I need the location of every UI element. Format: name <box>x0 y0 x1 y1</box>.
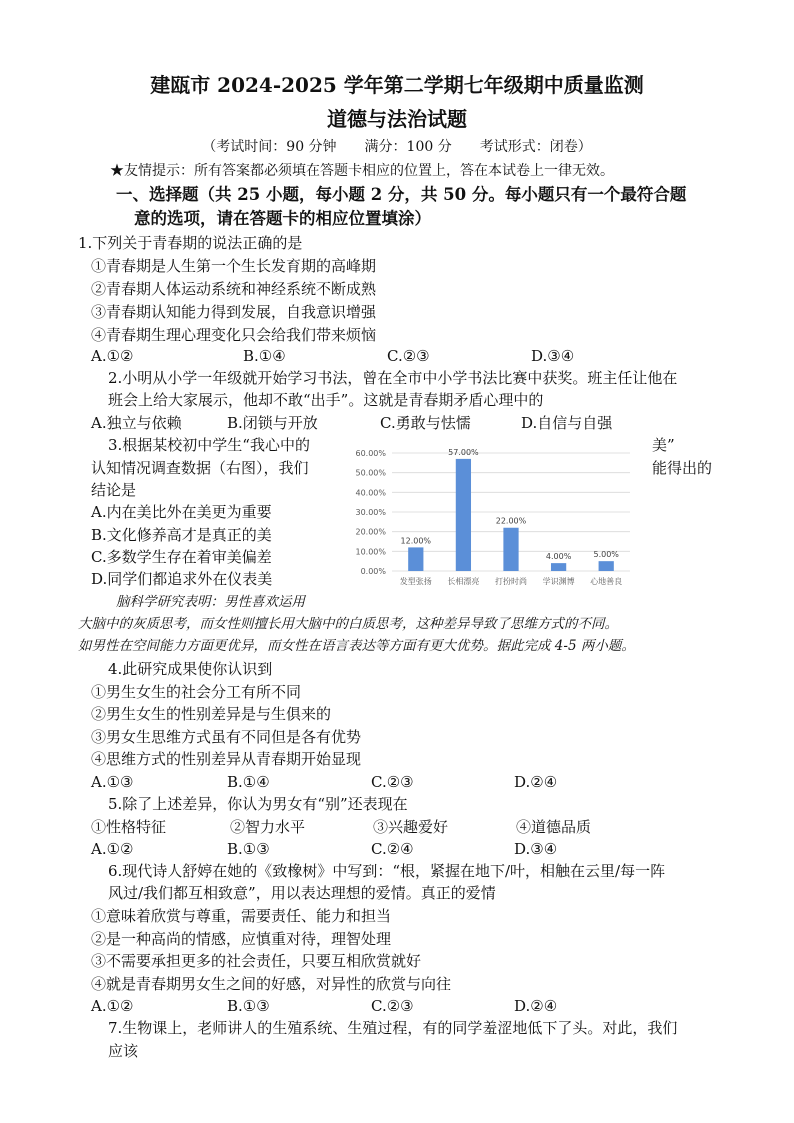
q6-option-d: D.②④ <box>514 997 558 1015</box>
q1-stem: 1.下列关于青春期的说法正确的是 <box>78 234 303 252</box>
q4-option-c: C.②③ <box>371 773 414 791</box>
survey-bar-chart <box>342 445 634 590</box>
q4-stem: 4.此研究成果使你认识到 <box>108 660 273 678</box>
chart-x-tick-label: 打扮时尚 <box>495 577 527 586</box>
q6-option-c: C.②③ <box>371 997 414 1015</box>
q6-stem-line2: 风过/我们都互相致意”，用以表达理想的爱情。真正的爱情 <box>108 884 496 902</box>
chart-y-tick-label: 0.00% <box>360 567 386 576</box>
chart-y-tick-label: 60.00% <box>355 449 386 458</box>
chart-data-label: 12.00% <box>400 536 432 546</box>
chart-bar <box>599 561 614 571</box>
q7-stem-line2: 应该 <box>108 1042 139 1060</box>
q3-stem-line2-left: 认知情况调查数据（右图），我们 <box>91 459 309 477</box>
q3-option-d: D.同学们都追求外在仪表美 <box>91 570 273 588</box>
q5-option-d: D.③④ <box>514 840 558 858</box>
q2-stem-line1: 2.小明从小学一年级就开始学习书法，曾在全市中小学书法比赛中获奖。班主任让他在 <box>108 369 678 387</box>
q5-stem: 5.除了上述差异，你认为男女有“别”还表现在 <box>108 795 408 813</box>
q5-option-b: B.①③ <box>227 840 270 858</box>
q5-item-3: ③兴趣爱好 <box>373 818 449 836</box>
q6-item-2: ②是一种高尚的情感，应慎重对待，理智处理 <box>91 930 392 948</box>
q4-option-d: D.②④ <box>514 773 558 791</box>
q3-option-a: A.内在美比外在美更为重要 <box>91 503 272 521</box>
chart-bar <box>503 528 518 571</box>
chart-data-label: 5.00% <box>593 550 619 560</box>
q2-option-d: D.自信与自强 <box>521 414 613 432</box>
exam-title: 建瓯市 2024-2025 学年第二学期七年级期中质量监测 <box>150 73 644 97</box>
q4-item-3: ③男女生思维方式虽有不同但是各有优势 <box>91 728 362 746</box>
q4-option-a: A.①③ <box>91 773 134 791</box>
q3-stem-line3: 结论是 <box>91 481 137 499</box>
passage-line2: 大脑中的灰质思考，而女性则擅长用大脑中的白质思考，这种差异导致了思维方式的不同。 <box>78 616 618 632</box>
chart-y-tick-label: 50.00% <box>355 468 386 478</box>
chart-bar <box>551 563 566 571</box>
q1-item-2: ②青春期人体运动系统和神经系统不断成熟 <box>91 280 377 298</box>
chart-y-tick-label: 30.00% <box>355 508 386 517</box>
q6-stem-line1: 6.现代诗人舒婷在她的《致橡树》中写到：“根，紧握在地下/叶，相触在云里/每一阵 <box>108 862 666 880</box>
chart-x-tick-label: 心地善良 <box>590 577 623 586</box>
q2-stem-line2: 班会上给大家展示，他却不敢“出手”。这就是青春期矛盾心理中的 <box>108 391 544 409</box>
q2-option-c: C.勇敢与怯懦 <box>380 414 471 432</box>
q1-item-1: ①青春期是人生第一个生长发育期的高峰期 <box>91 257 377 275</box>
passage-line1: 脑科学研究表明：男性喜欢运用 <box>116 594 305 610</box>
q6-option-a: A.①② <box>91 997 134 1015</box>
section-heading-line1: 一、选择题（共 25 小题，每小题 2 分，共 50 分。每小题只有一个最符合题 <box>116 185 687 204</box>
q5-item-1: ①性格特征 <box>91 818 167 836</box>
q4-item-2: ②男生女生的性别差异是与生俱来的 <box>91 705 332 723</box>
chart-bar <box>408 547 423 571</box>
chart-bar <box>456 459 471 571</box>
section-heading-line2: 意的选项，请在答题卡的相应位置填涂） <box>134 209 431 228</box>
q5-item-4: ④道德品质 <box>516 818 592 836</box>
q5-option-c: C.②④ <box>371 840 414 858</box>
q3-option-c: C.多数学生存在着审美偏差 <box>91 548 272 566</box>
q2-option-a: A.独立与依赖 <box>91 414 182 432</box>
chart-y-tick-label: 40.00% <box>355 488 386 498</box>
q7-stem-line1: 7.生物课上，老师讲人的生殖系统、生殖过程，有的同学羞涩地低下了头。对此，我们 <box>108 1019 678 1037</box>
q4-option-b: B.①④ <box>227 773 270 791</box>
q1-option-b: B.①④ <box>243 347 286 365</box>
chart-x-tick-label: 发型张扬 <box>399 577 432 586</box>
chart-data-label: 57.00% <box>448 447 479 457</box>
q2-option-b: B.闭锁与开放 <box>227 414 318 432</box>
q1-option-a: A.①② <box>91 347 134 365</box>
q6-item-1: ①意味着欣赏与尊重，需要责任、能力和担当 <box>91 907 392 925</box>
q6-item-3: ③不需要承担更多的社会责任，只要互相欣赏就好 <box>91 952 422 970</box>
q1-item-3: ③青春期认知能力得到发展，自我意识增强 <box>91 303 377 321</box>
q6-option-b: B.①③ <box>227 997 270 1015</box>
exam-info: （考试时间：90 分钟 满分：100 分 考试形式：闭卷） <box>202 139 592 155</box>
q6-item-4: ④就是青春期男女生之间的好感，对异性的欣赏与向往 <box>91 975 452 993</box>
q1-item-4: ④青春期生理心理变化只会给我们带来烦恼 <box>91 326 377 344</box>
q3-stem-line1-right: 美” <box>652 436 675 454</box>
q3-stem-line2-right: 能得出的 <box>652 459 713 477</box>
chart-data-label: 22.00% <box>495 516 527 526</box>
chart-data-label: 4.00% <box>545 552 572 562</box>
q5-item-2: ②智力水平 <box>230 818 306 836</box>
chart-y-tick-label: 10.00% <box>355 547 386 557</box>
q3-stem-line1-left: 3.根据某校初中学生“我心中的 <box>108 436 310 454</box>
chart-y-tick-label: 20.00% <box>355 527 386 537</box>
q1-option-d: D.③④ <box>531 347 575 365</box>
exam-subject: 道德与法治试题 <box>327 107 467 131</box>
passage-line3: 如男性在空间能力方面更优异，而女性在语言表达等方面有更大优势。据此完成 4-5 两小题。 <box>78 638 635 654</box>
chart-x-tick-label: 学识渊博 <box>542 577 575 586</box>
q3-option-b: B.文化修养高才是真正的美 <box>91 526 272 544</box>
friendly-tip: ★友情提示：所有答案都必须填在答题卡相应的位置上，答在本试卷上一律无效。 <box>110 163 614 179</box>
q4-item-1: ①男生女生的社会分工有所不同 <box>91 683 302 701</box>
q4-item-4: ④思维方式的性别差异从青春期开始显现 <box>91 750 362 768</box>
q1-option-c: C.②③ <box>387 347 430 365</box>
q5-option-a: A.①② <box>91 840 134 858</box>
chart-x-tick-label: 长相漂亮 <box>447 577 480 586</box>
